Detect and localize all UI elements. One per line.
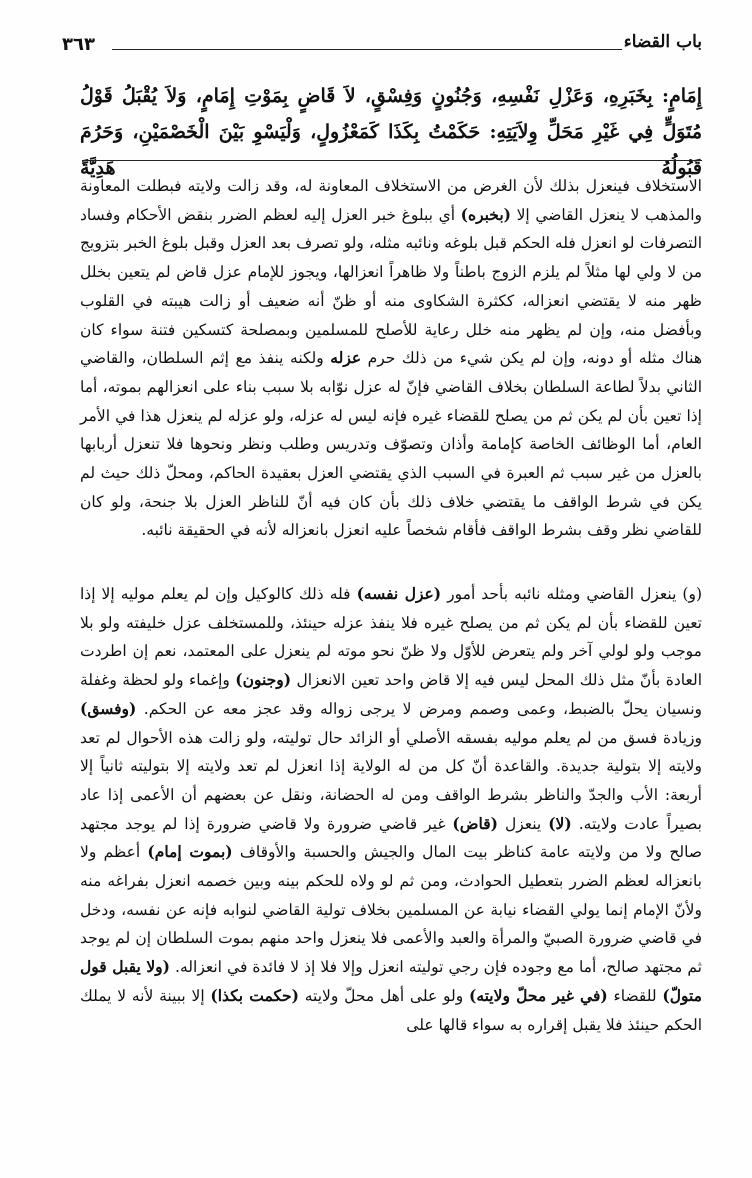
- keyword: (عزل نفسه): [356, 584, 442, 603]
- chapter-title: باب القضاء: [623, 32, 702, 52]
- text-run: ولكنه ينفذ مع إثم السلطان، والقاضي الثاني بدلاً لطاعة السلطان بخلاف القاضي فإنّ له عزل نوّابه بلا سبب بناء على انعزالهم بموته، أما إذا تعين بأن لم يكن ثم من يصلح للقضاء غيره فإنه ليس له عزله، ولو عزله لم ينعزل هذا في الأمر العام، أما الوظائف الخاصة كإمامة وأذان وتصوّف وتدريس وطلب ونظر ونحوها فلا تنعزل أربابها بالعزل من غير سبب ثم العبرة في السبب الذي يقتضي العزل بعقيدة الحاكم، ومحلّ ذلك حيث لم يكن في شرط الواقف ما يقتضي خلاف ذلك بأن كان فيه أنّ للناظر العزل بلا جنحة، ولو كان للقاضي نظر وقف بشرط الواقف فأقام شخصاً عليه انعزل بانعزاله لأنه في الحقيقة نائبه.: [80, 349, 702, 540]
- keyword: (ولا يقبل قول متولّ): [80, 957, 702, 1005]
- matn-text: إِمَامٍ: بِخَبَرِهِ، وَعَزْلِ نَفْسِهِ، وَجُنُونٍ وَفِسْقٍ، لاَ قَاضٍ بِمَوْتِ إِمَامٍ، وَلاَ يُقْبَلُ قَوْلُ مُتَوَلٍّ فِي غَيْرِ مَحَلِّ وِلاَيَتِهِ: حَكَمْتُ بِكَذَا كَمَعْزُولٍ، وَلْيَسْوِ بَيْنَ الْخَصْمَيْنِ، وَحَرُمَ قَبُولُهُ هَدِيَّةً: [80, 85, 702, 179]
- separator-rule: [82, 160, 702, 161]
- keyword: (بخبره): [460, 204, 511, 224]
- text-run: وإغماء ولو لحظة وغفلة ونسيان يحلّ بالضبط، وعمى وصمم ومرض لا يرجى زواله وقد عجز معه عن الحكم.: [80, 671, 702, 718]
- keyword: عزله: [330, 348, 362, 368]
- text-run: غير قاضي ضرورة ولا قاضي ضرورة إذا لم يوجد مجتهد صالح ولا من ولايته عامة كناظر بيت المال والجيش والحسبة والأوقاف: [80, 814, 702, 862]
- text-run: للقضاء: [607, 986, 663, 1005]
- keyword: (في غير محلّ ولايته): [468, 985, 608, 1005]
- page-number: ٣٦٣: [62, 34, 95, 55]
- text-run: فله ذلك كالوكيل وإن لم يعلم موليه إلا إذا تعين للقضاء بأن لم يكن ثم من يصلح غيره فلا ينفذ عزله حينئذ، وللمستخلف عزل خليفته ولو بلا موجب ولو لولي آخر ولم يتعرض للأوّل ولا ظنّ نحو موته لم ينعزل على المعتمد، نعم إن اطردت العادة بأنّ مثل ذلك المحل ليس فيه إلا قاض واحد تعين الانعزال: [80, 585, 702, 690]
- text-run: وزيادة فسق من لم يعلم موليه بفسقه الأصلي أو الزائد حال توليته، ولو زالت هذه الأحوال لم تعد ولايته إلا بتولية جديدة. والقاعدة أنّ كل من له الولاية إذا انعزل لم تعد ولايته إلا بتوليته ثانياً إلا أربعة: الأب والجدّ والناظر بشرط الواقف ومن له الحضانة، ونقل عن بعضهم أن الأعمى إذا عاد بصيراً عادت ولايته.: [80, 728, 703, 833]
- commentary-paragraph: [80, 580, 702, 1039]
- header-rule: [112, 49, 622, 50]
- text-run: ينعزل: [497, 814, 549, 833]
- keyword: (بموت إمام): [147, 842, 233, 862]
- keyword: (لا): [548, 813, 572, 833]
- commentary-paragraph: [80, 172, 702, 545]
- page-header: [62, 30, 702, 64]
- text-run: ولو على أهل محلّ ولايته: [298, 986, 469, 1005]
- text-run: الاستخلاف فينعزل بذلك لأن الغرض من الاستخلاف المعاونة له، وقد زالت ولايته فبطلت المعاونة والمذهب لا ينعزل القاضي إلا: [80, 177, 702, 224]
- text-run: (و) ينعزل القاضي ومثله نائبه بأحد أمور: [441, 585, 702, 603]
- keyword: (وجنون): [235, 670, 292, 690]
- commentary-block-2: [80, 580, 702, 1039]
- keyword: (حكمت بكذا): [210, 985, 299, 1005]
- text-run: أعظم ولا بانعزاله لعظم الضرر بتعطيل الحوادث، ومن ثم لو ولاه للحكم بينه وبين خصمه انعزل بفراغه منه ولأنّ الإمام إنما يولي القضاء نيابة عن المسلمين بخلاف تولية القاضي لنوابه فإنه عن نفسه، ودخل في قاضي ضرورة الصبيّ والمرأة والعبد والأعمى فلا ينعزل واحد منهم بموت السلطان إن لم يوجد ثم مجتهد صالح، أما مع وجوده فإن رجي توليته انعزل وإلا فلا إذ لا فائدة في انعزاله.: [80, 843, 702, 977]
- text-run: أي ببلوغ خبر العزل إليه لعظم الضرر بنقض الأحكام وفساد التصرفات لو انعزل فله الحكم قبل بلوغه ونائبه مثله، ولو تصرف بعد العزل وقبل بلوغ الخبر بتزويج من لا ولي لها مثلاً لم يلزم الزوج باطناً ولا ظاهراً انعزالها، ويجوز للإمام عزل قاض لم يتعين بخلل ظهر منه لا يقتضي انعزاله، ككثرة الشكاوى منه أو ظنّ أنه ضعيف أو زالت هيبته في القلوب وبأفضل منه، وإن لم يظهر منه خلل رعاية للأصلح للمسلمين وبمصلحة كتسكين فتنة سواء كان هناك مثله أو دونه، وإن لم يكن شيء من ذلك حرم: [80, 205, 703, 368]
- keyword: (قاض): [452, 813, 498, 833]
- keyword: (وفسق): [80, 698, 137, 718]
- commentary-block-1: [80, 172, 702, 545]
- text-run: إلا ببينة لأنه لا يملك الحكم حينئذ فلا يقبل إقراره به سواء قالها على: [80, 986, 702, 1034]
